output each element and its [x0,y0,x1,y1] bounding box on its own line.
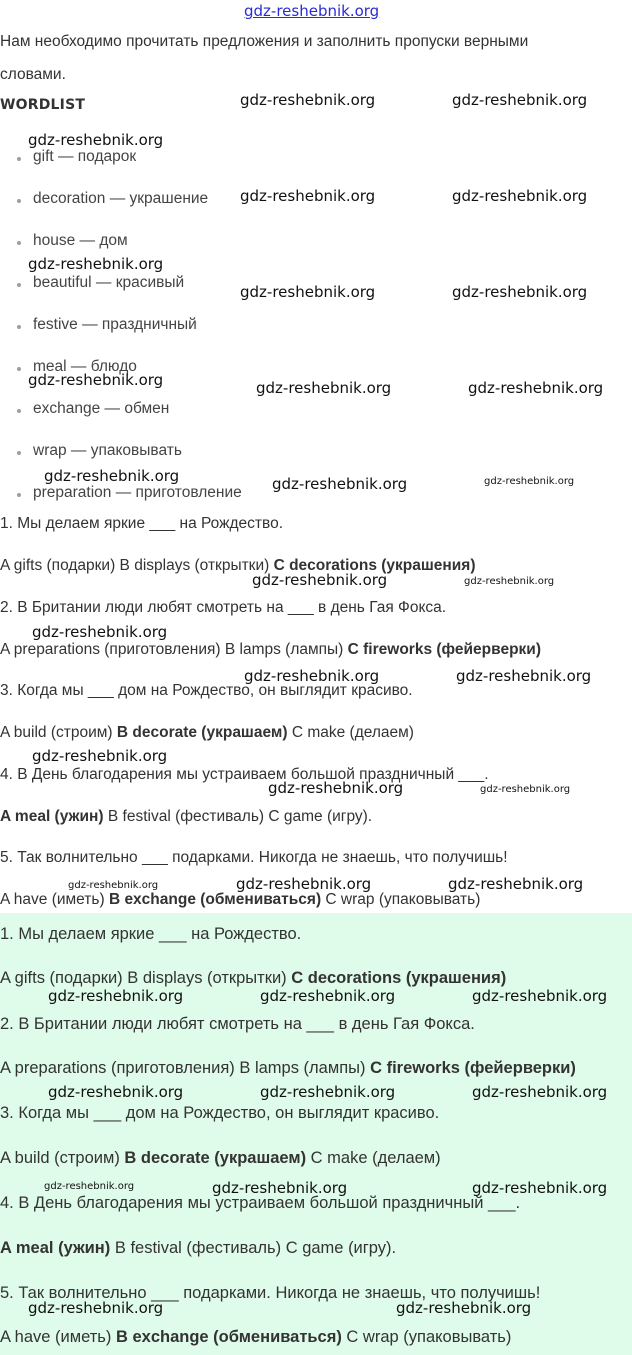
question-text: 3. Когда мы ___ дом на Рождество, он выглядит красиво. [0,1104,440,1122]
correct-answer: C decorations (украшения) [291,969,507,987]
question-text: 2. В Британии люди любят смотреть на ___ в день Гая Фокса. [0,599,447,616]
watermark: gdz-reshebnik.org [464,576,555,587]
watermark: gdz-reshebnik.org [240,187,376,205]
question-text: 5. Так волнительно ___ подарками. Никогда не знаешь, что получишь! [0,1284,541,1302]
question-text: 1. Мы делаем яркие ___ на Рождество. [0,515,283,532]
question-text: 5. Так волнительно ___ подарками. Никогда не знаешь, что получишь! [0,849,508,866]
watermark: gdz-reshebnik.org [240,91,376,109]
answer-options: A gifts (подарки) B displays (открытки) C decorations (украшения) [0,969,507,987]
watermark: gdz-reshebnik.org [260,987,396,1005]
bullet-icon [17,157,21,161]
watermark: gdz-reshebnik.org [240,283,376,301]
watermark: gdz-reshebnik.org [28,371,164,389]
watermark: gdz-reshebnik.org [244,667,380,685]
answer-options: A gifts (подарки) B displays (открытки) C decorations (украшения) [0,557,476,574]
watermark: gdz-reshebnik.org [452,187,588,205]
correct-answer: C fireworks (фейерверки) [370,1059,576,1077]
correct-answer: B exchange (обмениваться) [115,1328,342,1346]
bullet-icon [17,241,21,245]
intro-line-1: Нам необходимо прочитать предложения и заполнить пропуски верными [0,33,529,50]
watermark: gdz-reshebnik.org [468,379,604,397]
watermark: gdz-reshebnik.org [268,779,404,797]
bullet-icon [17,283,21,287]
watermark: gdz-reshebnik.org [260,1083,396,1101]
watermark: gdz-reshebnik.org [472,987,608,1005]
answer-options: A preparations (приготовления) B lamps (лампы) C fireworks (фейерверки) [0,641,541,658]
watermark: gdz-reshebnik.org [28,131,164,149]
correct-answer: A meal (ужин) [0,808,104,825]
correct-answer: B decorate (украшаем) [124,1149,307,1167]
question-text: 4. В День благодарения мы устраиваем большой праздничный ___. [0,1194,521,1212]
wordlist-item: house — дом [33,232,128,249]
question-text: 1. Мы делаем яркие ___ на Рождество. [0,925,302,943]
watermark: gdz-reshebnik.org [452,91,588,109]
intro-line-2: словами. [0,66,66,83]
watermark: gdz-reshebnik.org [484,476,575,487]
answer-options: A meal (ужин) B festival (фестиваль) C game (игру). [0,1239,397,1257]
correct-answer: B exchange (обмениваться) [108,891,322,908]
watermark: gdz-reshebnik.org [32,747,168,765]
bullet-icon [17,199,21,203]
watermark: gdz-reshebnik.org [48,1083,184,1101]
watermark: gdz-reshebnik.org [68,880,159,891]
watermark: gdz-reshebnik.org [32,623,168,641]
wordlist-item: decoration — украшение [33,190,209,207]
site-title-link[interactable]: gdz-reshebnik.org [244,2,380,20]
watermark: gdz-reshebnik.org [236,875,372,893]
correct-answer: A meal (ужин) [0,1239,111,1257]
watermark: gdz-reshebnik.org [396,1299,532,1317]
answer-options: A preparations (приготовления) B lamps (лампы) C fireworks (фейерверки) [0,1059,576,1077]
watermark: gdz-reshebnik.org [456,667,592,685]
watermark: gdz-reshebnik.org [256,379,392,397]
bullet-icon [17,451,21,455]
answer-options: A meal (ужин) B festival (фестиваль) C game (игру). [0,808,373,825]
answer-options: A have (иметь) B exchange (обмениваться) C wrap (упаковывать) [0,891,481,908]
watermark: gdz-reshebnik.org [44,467,180,485]
wordlist-item: gift — подарок [33,148,137,165]
watermark: gdz-reshebnik.org [28,1299,164,1317]
wordlist-item: preparation — приготовление [33,484,242,501]
watermark: gdz-reshebnik.org [452,283,588,301]
bullet-icon [17,367,21,371]
wordlist-item: beautiful — красивый [33,274,185,291]
wordlist-item: meal — блюдо [33,358,137,375]
bullet-icon [17,493,21,497]
watermark: gdz-reshebnik.org [472,1083,608,1101]
question-text: 4. В День благодарения мы устраиваем большой праздничный ___. [0,766,489,783]
answer-options: A build (строим) B decorate (украшаем) C make (делаем) [0,724,414,741]
wordlist-heading: WORDLIST [0,97,86,113]
bullet-icon [17,325,21,329]
watermark: gdz-reshebnik.org [212,1179,348,1197]
watermark: gdz-reshebnik.org [480,784,571,795]
wordlist-item: festive — праздничный [33,316,197,333]
correct-answer: B decorate (украшаем) [116,724,288,741]
answer-options: A build (строим) B decorate (украшаем) C make (делаем) [0,1149,441,1167]
bullet-icon [17,409,21,413]
watermark: gdz-reshebnik.org [28,255,164,273]
question-text: 2. В Британии люди любят смотреть на ___ в день Гая Фокса. [0,1015,475,1033]
answer-options: A have (иметь) B exchange (обмениваться) C wrap (упаковывать) [0,1328,512,1346]
wordlist-item: exchange — обмен [33,400,170,417]
question-text: 3. Когда мы ___ дом на Рождество, он выглядит красиво. [0,682,413,699]
watermark: gdz-reshebnik.org [272,475,408,493]
watermark: gdz-reshebnik.org [44,1181,135,1192]
correct-answer: C fireworks (фейерверки) [347,641,541,658]
correct-answer: C decorations (украшения) [273,557,476,574]
watermark: gdz-reshebnik.org [252,571,388,589]
watermark: gdz-reshebnik.org [472,1179,608,1197]
wordlist-item: wrap — упаковывать [33,442,182,459]
watermark: gdz-reshebnik.org [448,875,584,893]
watermark: gdz-reshebnik.org [48,987,184,1005]
